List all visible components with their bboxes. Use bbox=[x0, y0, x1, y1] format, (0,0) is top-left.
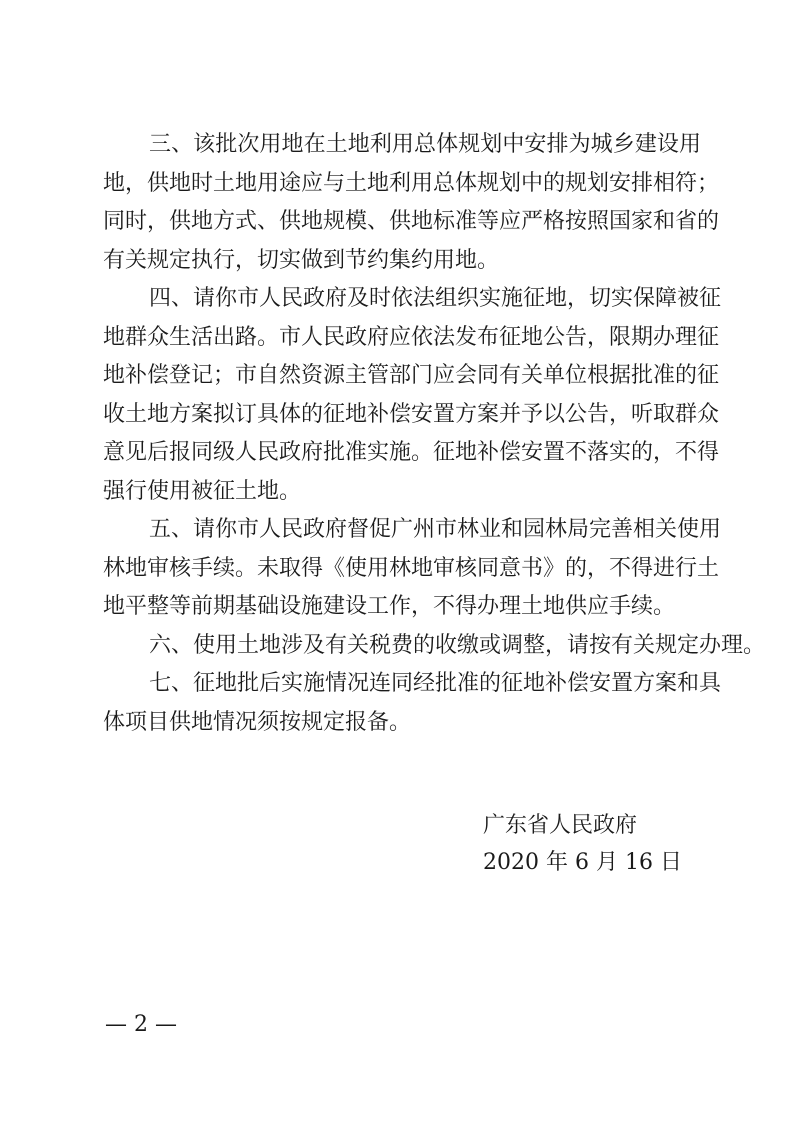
paragraph bbox=[103, 511, 722, 627]
paragraph bbox=[103, 665, 722, 742]
text-line: 地，供地时土地用途应与土地利用总体规划中的规划安排相符； bbox=[103, 170, 720, 196]
text-line: 收土地方案拟订具体的征地补偿安置方案并予以公告，听取群众 bbox=[103, 401, 720, 427]
text-line: 三、该批次用地在土地利用总体规划中安排为城乡建设用 bbox=[149, 132, 701, 157]
text-line: 地补偿登记；市自然资源主管部门应会同有关单位根据批准的征 bbox=[103, 363, 720, 388]
page-number: — 2 — bbox=[105, 1012, 177, 1037]
text-line: 意见后报同级人民政府批准实施。征地补偿安置不落实的，不得 bbox=[103, 440, 720, 465]
text-line: 同时，供地方式、供地规模、供地标准等应严格按照国家和省的 bbox=[103, 209, 720, 234]
text-line: 七、征地批后实施情况连同经批准的征地补偿安置方案和具 bbox=[149, 671, 722, 696]
text-line: 林地审核手续。未取得《使用林地审核同意书》的，不得进行土 bbox=[103, 555, 720, 581]
issuer-name: 广东省人民政府 bbox=[483, 813, 638, 838]
paragraph bbox=[103, 126, 720, 280]
text-line: 体项目供地情况须按规定报备。 bbox=[103, 709, 412, 735]
paragraph bbox=[103, 280, 722, 511]
text-line: 有关规定执行，切实做到节约集约用地。 bbox=[103, 247, 500, 273]
text-line: 地平整等前期基础设施建设工作，不得办理土地供应手续。 bbox=[103, 594, 676, 619]
paragraph bbox=[103, 627, 766, 666]
text-line: 五、请你市人民政府督促广州市林业和园林局完善相关使用 bbox=[149, 517, 722, 542]
text-line: 地群众生活出路。市人民政府应依法发布征地公告，限期办理征 bbox=[103, 324, 720, 350]
document-body bbox=[103, 126, 766, 742]
text-line: 四、请你市人民政府及时依法组织实施征地，切实保障被征 bbox=[149, 286, 722, 311]
text-line: 六、使用土地涉及有关税费的收缴或调整，请按有关规定办理。 bbox=[149, 632, 766, 658]
text-line: 强行使用被征土地。 bbox=[103, 478, 302, 504]
issue-date: 2020 年 6 月 16 日 bbox=[483, 850, 682, 875]
